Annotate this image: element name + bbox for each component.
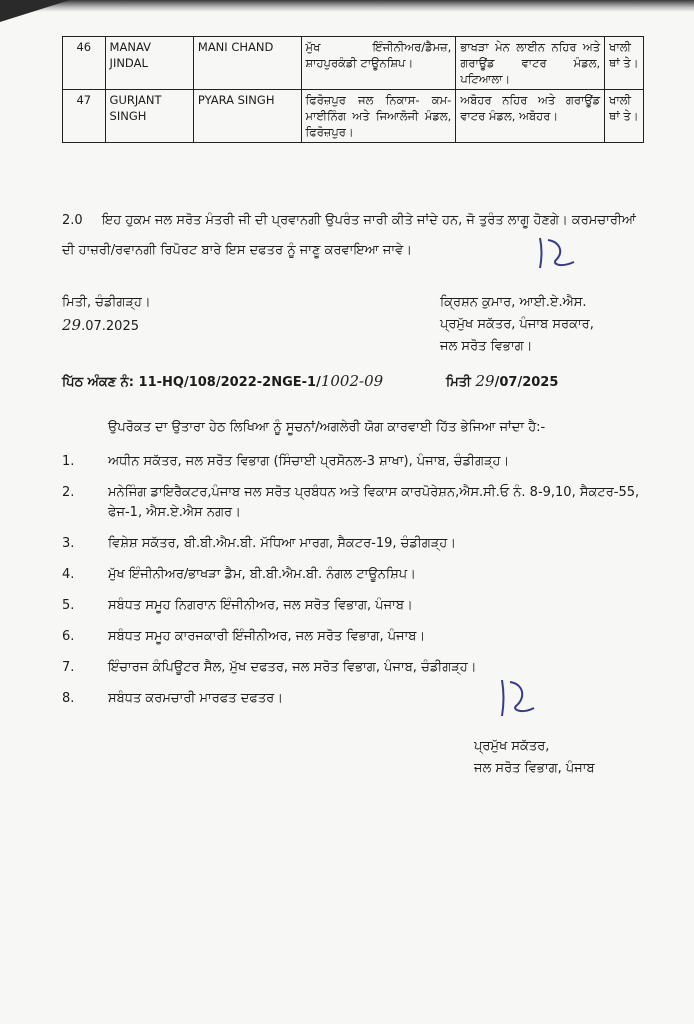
from-office: ਫਿਰੋਜ਼ਪੁਰ ਜਲ ਨਿਕਾਸ- ਕਮ- ਮਾਈਨਿੰਗ ਅਤੇ ਜਿਆਲੋਜੀ ਮੰਡਲ, ਫਿਰੋਜ਼ਪੁਰ। [301, 90, 456, 143]
place-date-block [62, 292, 151, 338]
employee-name: GURJANT SINGH [105, 90, 193, 143]
signature-initial-1 [530, 232, 590, 276]
handwritten-day: 29 [475, 372, 495, 390]
paragraph-number: 2.0 [62, 213, 83, 228]
table-row [63, 90, 644, 143]
list-item: 3. ਵਿਸ਼ੇਸ਼ ਸਕੱਤਰ, ਬੀ.ਬੀ.ਐਮ.ਬੀ. ਮੱਧਿਆ ਮਾਰਗ, ਸੈਕਟਰ-19, ਚੰਡੀਗੜ੍ਹ। [62, 536, 457, 551]
serial-number: 47 [63, 90, 106, 143]
paragraph-text: ਇਹ ਹੁਕਮ ਜਲ ਸਰੋਤ ਮੰਤਰੀ ਜੀ ਦੀ ਪ੍ਰਵਾਨਗੀ ਉਪਰੰਤ ਜਾਰੀ ਕੀਤੇ ਜਾਂਦੇ ਹਨ, ਜੋ ਤੁਰੰਤ ਲਾਗੂ ਹੋਣਗੇ। ਕਰਮਚਾਰੀਆਂ ਦੀ ਹਾਜ਼ਰੀ/ਰਵਾਨਗੀ ਰਿਪੋਰਟ ਬਾਰੇ ਇਸ ਦਫਤਰ ਨੂੰ ਜਾਣੂ ਕਰਵਾਇਆ ਜਾਵੇ। [62, 213, 636, 258]
signature-initial-2 [490, 672, 546, 724]
to-office: ਅਬੋਹਰ ਨਹਿਰ ਅਤੇ ਗਰਾਊਂਡ ਵਾਟਰ ਮੰਡਲ, ਅਬੋਹਰ। [456, 90, 605, 143]
father-name: PYARA SINGH [193, 90, 301, 143]
transfer-table [62, 36, 644, 143]
list-item: 4. ਮੁੱਖ ਇੰਜੀਨੀਅਰ/ਭਾਖੜਾ ਡੈਮ, ਬੀ.ਬੀ.ਐਮ.ਬੀ. ਨੰਗਲ ਟਾਊਨਸ਼ਿਪ। [62, 567, 416, 582]
signatory-block-1 [440, 292, 594, 358]
remark: ਖਾਲੀ ਥਾਂ ਤੇ। [605, 37, 644, 90]
date-month-year: .07.2025 [81, 319, 139, 334]
signatory-designation: ਪ੍ਰਮੁੱਖ ਸਕੱਤਰ, ਪੰਜਾਬ ਸਰਕਾਰ, [440, 317, 594, 332]
employee-name: MANAV JINDAL [105, 37, 193, 90]
signatory-block-2 [474, 736, 595, 780]
from-office: ਮੁੱਖ ਇੰਜੀਨੀਅਰ/ਡੈਮਜ਼, ਸ਼ਾਹਪੁਰਕੰਡੀ ਟਾਊਨਸ਼ਿਪ। [301, 37, 456, 90]
father-name: MANI CHAND [193, 37, 301, 90]
signatory-name: ਕ੍ਰਿਸ਼ਨ ਕੁਮਾਰ, ਆਈ.ਏ.ਐਸ. [440, 295, 587, 310]
endorsement-date-label: ਮਿਤੀ [446, 375, 471, 390]
table-row [63, 37, 644, 90]
handwritten-endorsement-no: 1002-09 [320, 372, 384, 390]
list-item: 6. ਸਬੰਧਤ ਸਮੂਹ ਕਾਰਜਕਾਰੀ ਇੰਜੀਨੀਅਰ, ਜਲ ਸਰੋਤ ਵਿਭਾਗ, ਪੰਜਾਬ। [62, 629, 426, 644]
endorsement-number [62, 372, 383, 390]
to-office: ਭਾਖੜਾ ਮੇਨ ਲਾਈਨ ਨਹਿਰ ਅਤੇ ਗਰਾਊਂਡ ਵਾਟਰ ਮੰਡਲ, ਪਟਿਆਲਾ। [456, 37, 605, 90]
place-label: ਮਿਤੀ, ਚੰਡੀਗੜ੍ਹ। [62, 295, 151, 310]
list-item: 7. ਇੰਚਾਰਜ ਕੰਪਿਊਟਰ ਸੈਲ, ਮੁੱਖ ਦਫਤਰ, ਜਲ ਸਰੋਤ ਵਿਭਾਗ, ਪੰਜਾਬ, ਚੰਡੀਗੜ੍ਹ। [62, 660, 477, 675]
remark: ਖਾਲੀ ਥਾਂ ਤੇ। [605, 90, 644, 143]
serial-number: 46 [63, 37, 106, 90]
endorsement-date-rest: /07/2025 [494, 375, 559, 390]
issue-date [62, 314, 151, 338]
endorsement-date [446, 372, 558, 390]
endorsement-prefix: ਪਿੱਠ ਅੰਕਣ ਨੰ: 11-HQ/108/2022-2NGE-1/ [62, 375, 321, 390]
scan-edge-shadow [0, 0, 694, 12]
recipient-list [62, 452, 648, 720]
list-item: 1. ਅਧੀਨ ਸਕੱਤਰ, ਜਲ ਸਰੋਤ ਵਿਭਾਗ (ਸਿੰਚਾਈ ਪ੍ਰਸੋਨਲ-3 ਸ਼ਾਖਾ), ਪੰਜਾਬ, ਚੰਡੀਗੜ੍ਹ। [62, 454, 510, 469]
signatory-designation: ਪ੍ਰਮੁੱਖ ਸਕੱਤਰ, [474, 739, 550, 754]
signatory-department: ਜਲ ਸਰੋਤ ਵਿਭਾਗ, ਪੰਜਾਬ [474, 761, 595, 776]
handwritten-day: 29 [62, 316, 82, 334]
list-item: 8. ਸਬੰਧਤ ਕਰਮਚਾਰੀ ਮਾਰਫਤ ਦਫਤਰ। [62, 691, 283, 706]
list-item: 2. ਮਨੇਜਿੰਗ ਡਾਇਰੈਕਟਰ,ਪੰਜਾਬ ਜਲ ਸਰੋਤ ਪ੍ਰਬੰਧਨ ਅਤੇ ਵਿਕਾਸ ਕਾਰਪੋਰੇਸ਼ਨ,ਐਸ.ਸੀ.ਓ ਨੰ. 8-9,10, ਸੈਕਟਰ-55, ਫੇਜ-1, ਐਸ.ਏ.ਐਸ ਨਗਰ। [62, 485, 640, 520]
copy-forwarded-intro: ਉਪਰੋਕਤ ਦਾ ਉਤਾਰਾ ਹੇਠ ਲਿਖਿਆ ਨੂੰ ਸੂਚਨਾਂ/ਅਗਲੇਰੀ ਯੋਗ ਕਾਰਵਾਈ ਹਿੱਤ ਭੇਜਿਆ ਜਾਂਦਾ ਹੈ:- [108, 420, 546, 435]
signatory-department: ਜਲ ਸਰੋਤ ਵਿਭਾਗ। [440, 339, 533, 354]
list-item: 5. ਸਬੰਧਤ ਸਮੂਹ ਨਿਗਰਾਨ ਇੰਜੀਨੀਅਰ, ਜਲ ਸਰੋਤ ਵਿਭਾਗ, ਪੰਜਾਬ। [62, 598, 413, 613]
